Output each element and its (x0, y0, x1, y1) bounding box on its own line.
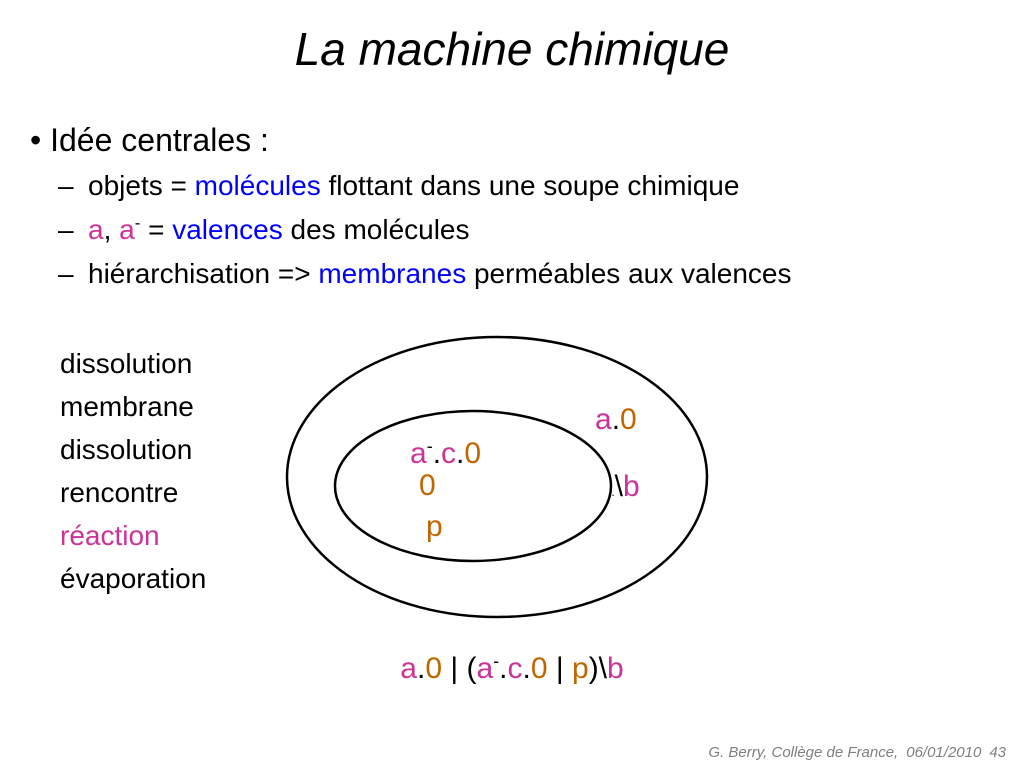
text: hiérarchisation => (88, 258, 319, 289)
minus-superscript: - (134, 213, 141, 233)
valence-a: a (595, 403, 612, 436)
keyword-molecules: molécules (194, 170, 321, 201)
outer-molecule-label (595, 403, 637, 437)
restriction-label (608, 470, 640, 504)
equals-sign: = (162, 170, 195, 201)
formula (0, 652, 1024, 686)
formula-a-minus: a (476, 652, 494, 685)
comma: , (103, 214, 120, 245)
formula-bar-open: | ( (442, 652, 477, 685)
step-evaporation: évaporation (60, 563, 207, 594)
footer-author: G. Berry, Collège de France, (708, 744, 899, 761)
zero: 0 (464, 437, 482, 470)
inner-zero-label: 0 (419, 469, 436, 502)
step-reaction: réaction (60, 520, 160, 551)
text: flottant dans une soupe chimique (320, 170, 740, 201)
formula-minus: - (493, 651, 500, 671)
valence-a-minus: a (410, 437, 427, 470)
keyword-membranes: membranes (318, 258, 467, 289)
formula-c: c (507, 652, 523, 685)
text: perméables aux valences (466, 258, 792, 289)
inner-molecule-label (410, 437, 481, 471)
step-rencontre: rencontre (60, 477, 179, 508)
step-dissolution-2: dissolution (60, 434, 193, 465)
equals-sign: = (140, 214, 173, 245)
formula-zero: 0 (425, 652, 443, 685)
formula-p: p (572, 652, 589, 685)
step-dissolution: dissolution (60, 348, 193, 379)
formula-dot: . (416, 652, 426, 685)
dot: . (456, 437, 465, 470)
text: des molécules (282, 214, 470, 245)
zero: 0 (620, 403, 637, 436)
formula-bar: | (547, 652, 572, 685)
outer-membrane (287, 337, 707, 617)
dot: . (432, 437, 442, 470)
text: objets (88, 170, 163, 201)
valence-b: b (623, 470, 640, 503)
bullet-main: • Idée centrales : (30, 122, 269, 158)
dash: – (58, 170, 74, 201)
step-membrane: membrane (60, 391, 194, 422)
term-a-minus: a (119, 214, 135, 245)
formula-zero: 0 (530, 652, 548, 685)
inner-p-label: p (426, 510, 443, 543)
formula-b: b (607, 652, 624, 685)
formula-dot: . (522, 652, 531, 685)
dots: .. (608, 485, 615, 499)
dash: – (58, 258, 74, 289)
valence-c: c (441, 437, 457, 470)
term-a: a (88, 214, 104, 245)
dash: – (58, 214, 74, 245)
footer-page-number: 43 (989, 744, 1006, 761)
formula-dot: . (499, 652, 508, 685)
minus-superscript: - (426, 436, 433, 456)
formula-close-restrict: )\ (588, 652, 608, 685)
slide-title: La machine chimique (294, 23, 730, 75)
inner-membrane (335, 411, 611, 561)
keyword-valences: valences (172, 214, 283, 245)
footer-date: 06/01/2010 (906, 744, 982, 761)
slide-footer (700, 744, 1006, 761)
backslash: \ (614, 470, 624, 503)
dot: . (611, 403, 621, 436)
formula-a: a (400, 652, 417, 685)
